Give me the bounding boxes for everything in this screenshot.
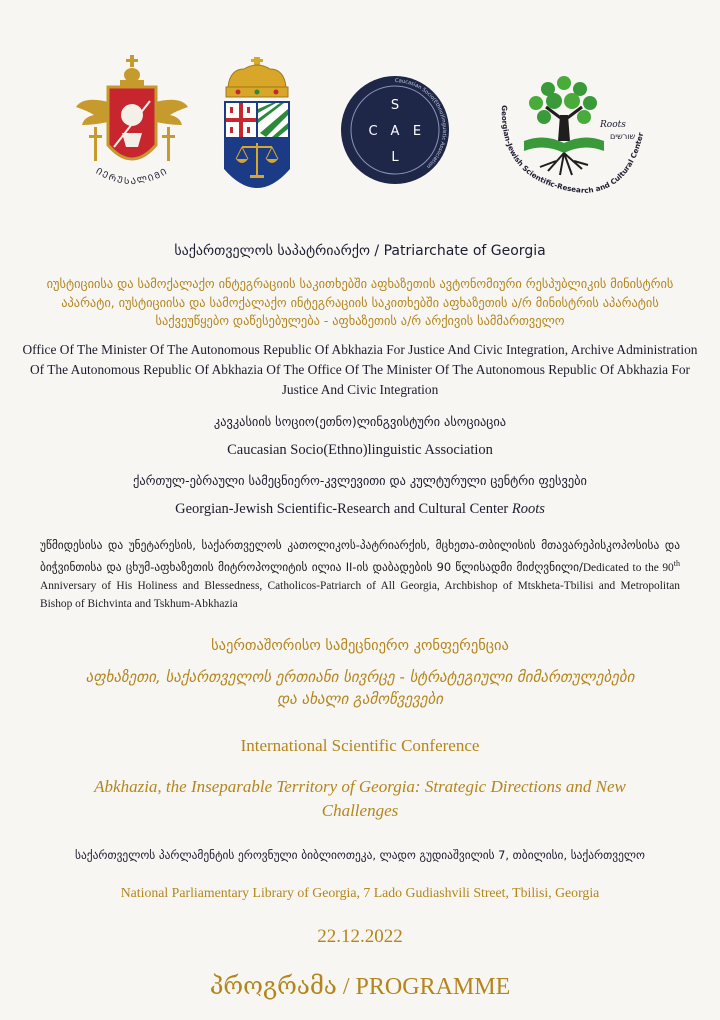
center-georgian: ქართულ-ებრაული სამეცნიერო-კვლევითი და კულტურული ცენტრი ფესვები bbox=[133, 473, 587, 488]
dedication bbox=[40, 537, 680, 614]
ministry-georgian: იუსტიციისა და სამოქალაქო ინტეგრაციის საკითხებში აფხაზეთის ავტონომიური რესპუბლიკის მინისტრის აპარატი, იუსტიციისა და სამოქალაქო ინტეგრაციის საკითხებში აფხაზეთის ა/რ მინისტრის აპარატის საქვეუწყებო დაწესებულება - აფხაზეთის ა/რ არქივის სამმართველო bbox=[46, 276, 674, 328]
center-english-prefix: Georgian-Jewish Scientific-Research and Cultural Center bbox=[175, 501, 512, 517]
venue-english: National Parliamentary Library of Georgia, 7 Lado Gudiashvili Street, Tbilisi, Georgia bbox=[120, 885, 600, 900]
svg-text:Georgian-Jewish Scientific-Res bbox=[500, 105, 645, 195]
scael-letter-c: C bbox=[368, 124, 378, 139]
patriarchate-caption: ᲘᲔᲠᲣᲡᲐᲚᲘᲛᲘ bbox=[93, 166, 171, 188]
patriarchate-emblem-icon bbox=[74, 55, 190, 205]
conference-title-english: Abkhazia, the Inseparable Territory of Georgia: Strategic Directions and New Challenges bbox=[94, 777, 626, 820]
programme-heading: პროგრამა / PROGRAMME bbox=[209, 974, 511, 1000]
dedication-georgian: უწმიდესისა და უნეტარესის, საქართველოს კათოლიკოს-პატრიარქის, მცხეთა-თბილისის მთავარეპისკოპოსისა და ბიჭვინთისა და ცხუმ-აფხაზეთის მიტროპოლიტის ილია II-ის დაბადების 90 წლისადმი მიძღვნილი/ bbox=[40, 538, 680, 574]
conference-date: 22.12.2022 bbox=[317, 926, 403, 947]
scael-ring-text: Caucasian Socio(Ethno)linguistic Association bbox=[394, 77, 447, 170]
center-english bbox=[20, 500, 700, 519]
venue-georgian: საქართველოს პარლამენტის ეროვნული ბიბლიოთეკა, ლადო გუდიაშვილის 7, თბილისი, საქართველო bbox=[75, 848, 645, 862]
scael-letter-s: S bbox=[390, 98, 400, 113]
scael-seal-icon bbox=[340, 75, 450, 185]
roots-tree-icon bbox=[488, 75, 648, 200]
conference-label-georgian: საერთაშორისო სამეცნიერო კონფერენცია bbox=[211, 638, 509, 654]
conference-title-georgian: აფხაზეთი, საქართველოს ერთიანი სივრცე - სტრატეგიული მიმართულებები და ახალი გამოწვევები bbox=[85, 668, 635, 708]
dedication-english-rest: Anniversary of His Holiness and Blessedness, Catholicos-Patriarch of All Georgia, Archbishop of Mtskheta-Tbilisi and Metropolitan Bishop of Bichvinta and Tskhum-Abkhazia bbox=[40, 579, 680, 611]
roots-ring-text: Georgian-Jewish Scientific-Research and Cultural Center bbox=[499, 105, 646, 196]
association-georgian: კავკასიის სოციო(ეთნო)ლინგვისტური ასოციაცია bbox=[213, 414, 507, 429]
association-english: Caucasian Socio(Ethno)linguistic Association bbox=[227, 442, 493, 458]
center-english-roots: Roots bbox=[511, 501, 545, 517]
roots-word-he: שורשים bbox=[610, 132, 636, 141]
abkhazia-coat-of-arms-icon bbox=[220, 57, 294, 207]
conference-label-english: International Scientific Conference bbox=[240, 736, 480, 755]
ministry-english: Office Of The Minister Of The Autonomous Republic Of Abkhazia For Justice And Civic Integration, Archive Administration Of The Autonomous Republic Of Abkhazia Of The Office Of The Minister Of The Autonomous Republic Of Abkhazia For Justice And Civic Integration bbox=[22, 342, 698, 397]
patriarchate-title: საქართველოს საპატრიარქო / Patriarchate of Georgia bbox=[174, 243, 546, 259]
scael-letter-l: L bbox=[391, 150, 399, 165]
logo-row bbox=[0, 55, 720, 215]
scael-letter-e: E bbox=[412, 124, 422, 139]
roots-word-en: Roots bbox=[600, 120, 626, 130]
svg-text:ᲘᲔᲠᲣᲡᲐᲚᲘᲛᲘ bbox=[94, 167, 170, 188]
dedication-english-start: Dedicated to the 90 bbox=[582, 561, 674, 574]
dedication-superscript: th bbox=[673, 558, 680, 568]
scael-letter-a: A bbox=[390, 124, 400, 139]
